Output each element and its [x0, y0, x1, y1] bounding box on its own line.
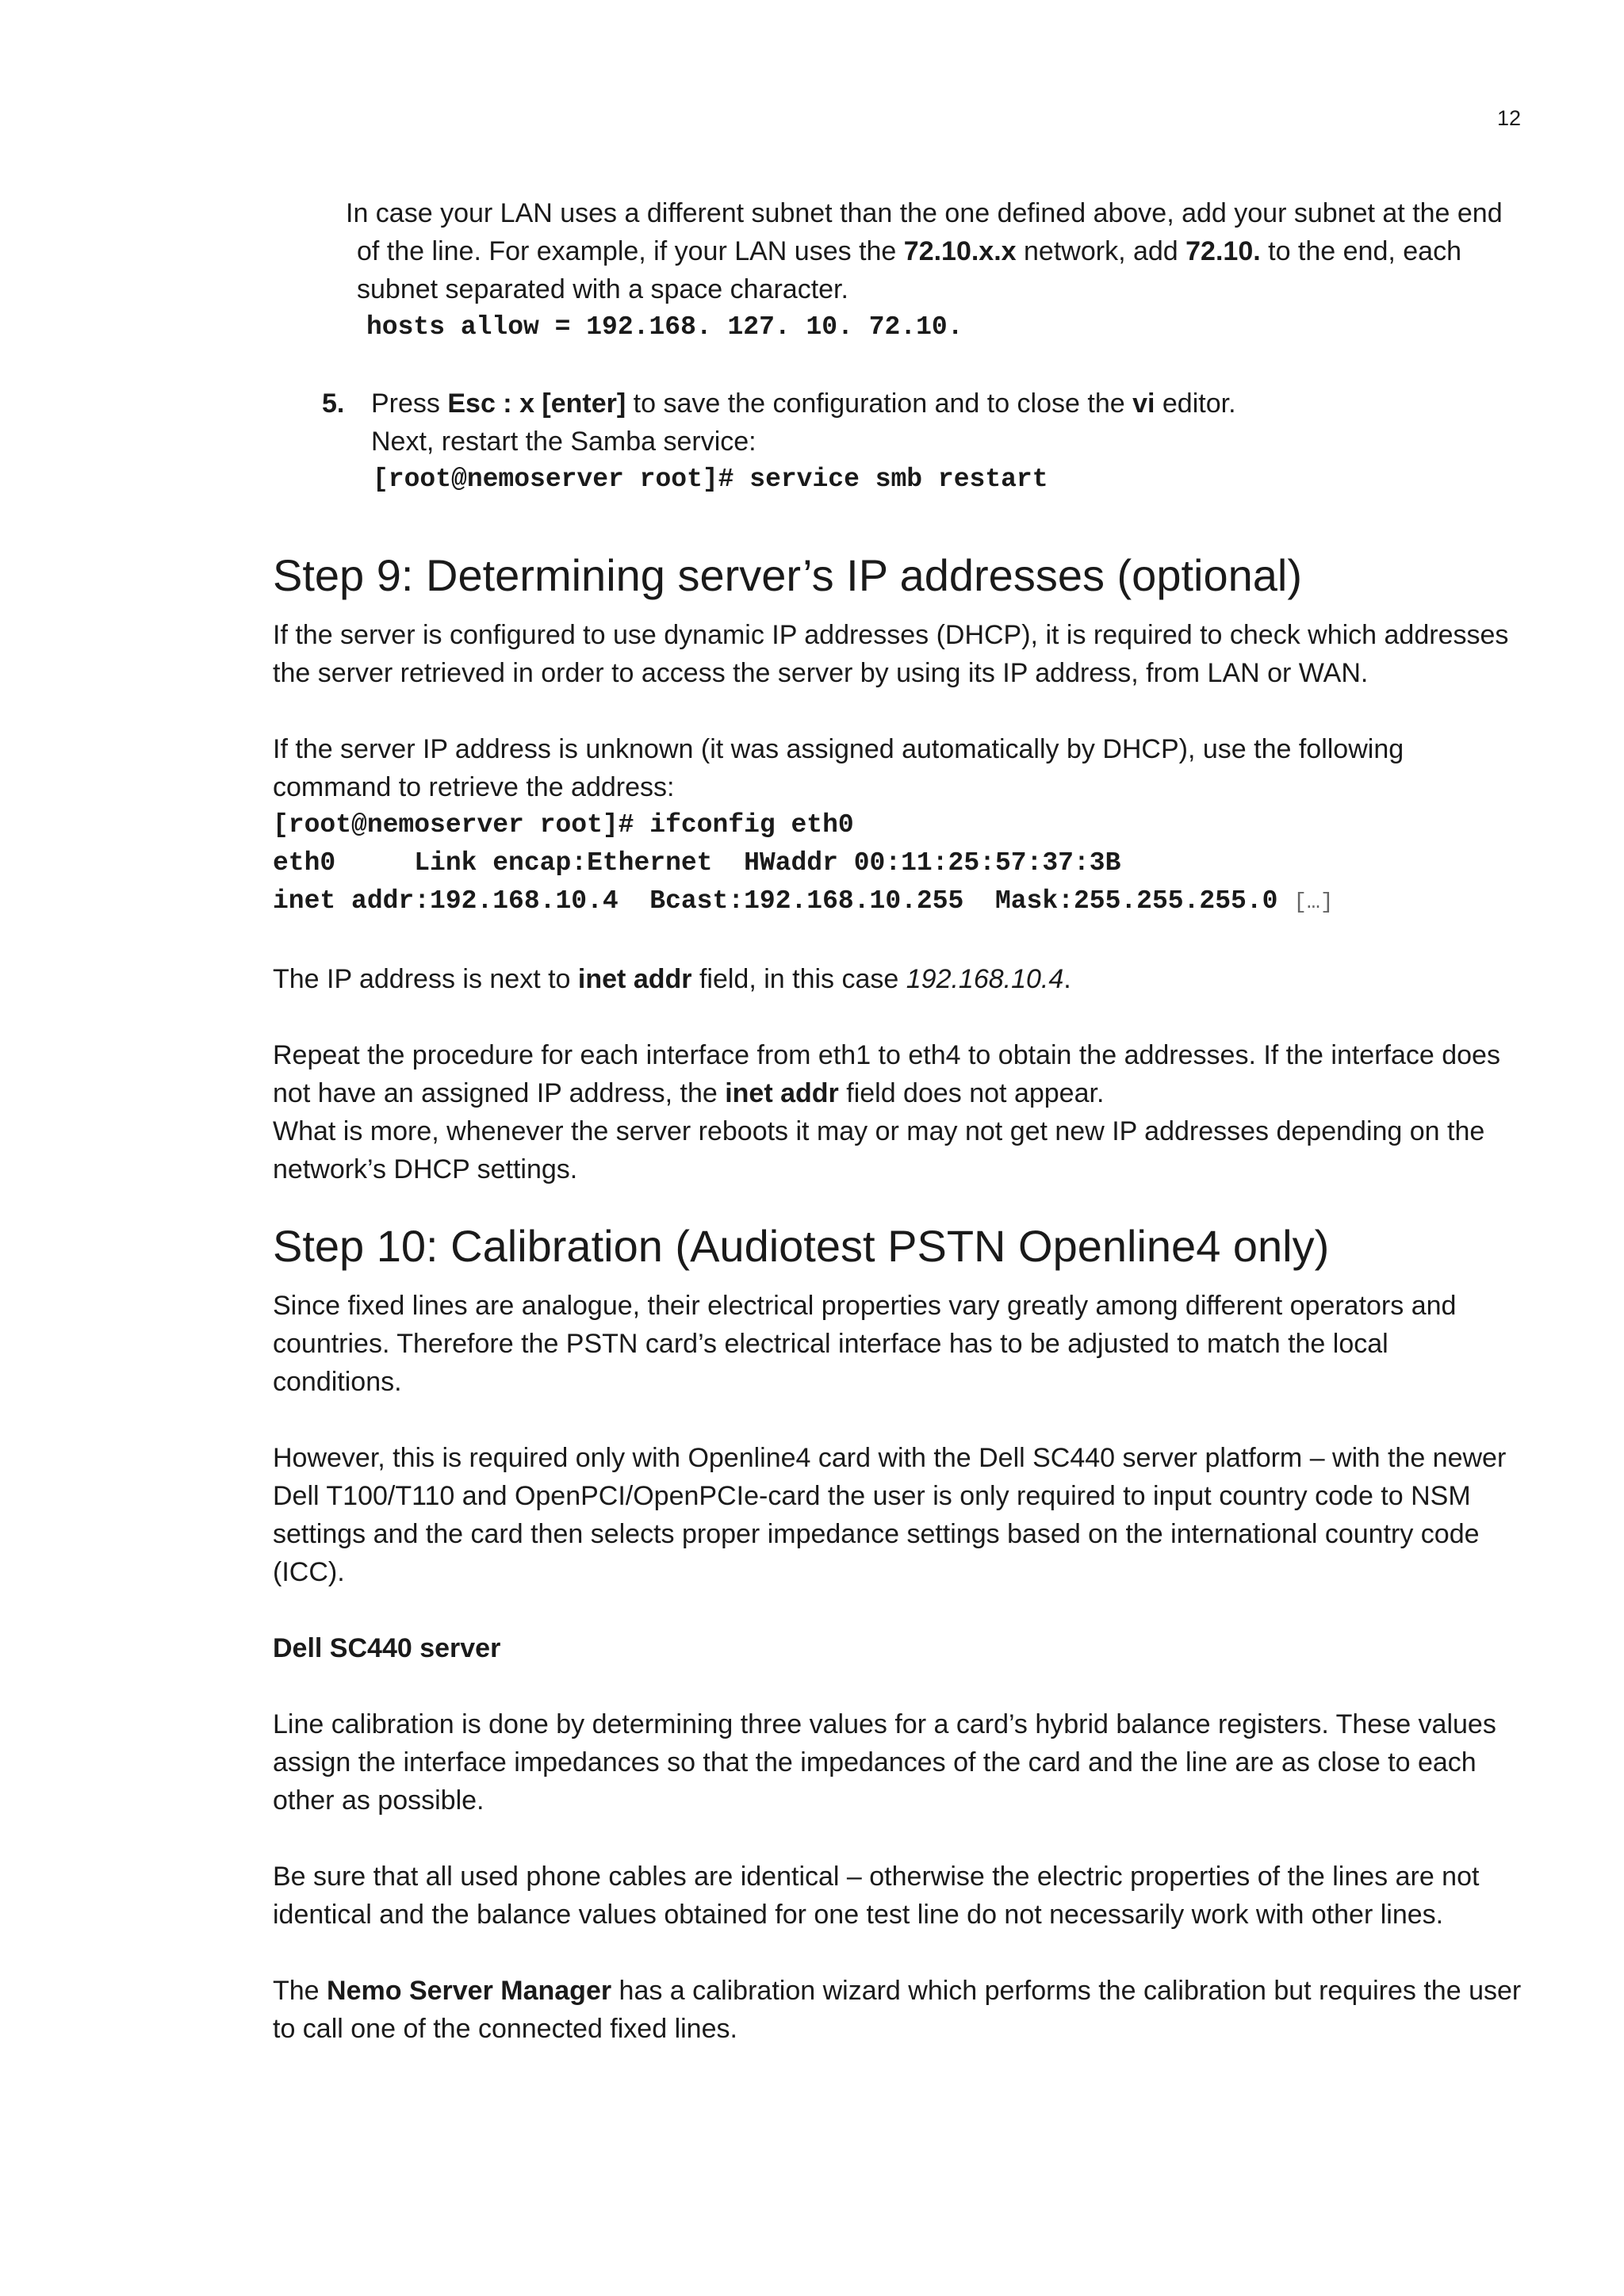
samba-restart-code: [root@nemoserver root]# service smb restart: [373, 465, 1048, 494]
step-10-paragraph-4: Be sure that all used phone cables are identical – otherwise the electric properties of the lines are not identical and the balance values obtained for one test line do not necessarily work with other lines.: [273, 1862, 1480, 1930]
step-9-paragraph-4: Repeat the procedure for each interface from eth1 to eth4 to obtain the addresses. If the interface does not have an assigned IP address, the inet addr field does not appear.: [273, 1040, 1500, 1108]
step-9-paragraph-3: The IP address is next to inet addr field, in this case 192.168.10.4.: [273, 964, 1071, 994]
ifconfig-output-line-1: eth0 Link encap:Ethernet HWaddr 00:11:25:57:37:3B: [273, 848, 1121, 878]
page-number: 12: [1496, 106, 1521, 130]
intro-paragraph: In case your LAN uses a different subnet than the one defined above, add your subnet at the end of the line. For example, if your LAN uses the 72.10.x.x network, add 72.10. to the end, each subnet separated with a space character.: [346, 198, 1503, 304]
dell-sc440-subheading: Dell SC440 server: [273, 1633, 501, 1663]
step-5-item: 5. Press Esc : x [enter] to save the configuration and to close the vi editor.: [273, 385, 1522, 423]
ifconfig-output-line-2: inet addr:192.168.10.4 Bcast:192.168.10.255 Mask:255.255.255.0 […]: [273, 886, 1334, 916]
step-10-heading: Step 10: Calibration (Audiotest PSTN Openline4 only): [273, 1221, 1330, 1271]
step-10-paragraph-5: The Nemo Server Manager has a calibration wizard which performs the calibration but requires the user to call one of the connected fixed lines.: [273, 1976, 1522, 2044]
step-5-line2: Next, restart the Samba service:: [371, 427, 756, 457]
page-content: [273, 194, 1522, 2048]
step-9-heading: Step 9: Determining server’s IP addresses (optional): [273, 550, 1302, 600]
step-10-paragraph-1: Since fixed lines are analogue, their electrical properties vary greatly among different operators and countries. Therefore the PSTN card’s electrical interface has to be adjusted to match the local conditions.: [273, 1291, 1457, 1397]
step-9-paragraph-2: If the server IP address is unknown (it was assigned automatically by DHCP), use the following command to retrieve the address:: [273, 734, 1404, 802]
ifconfig-command: [root@nemoserver root]# ifconfig eth0: [273, 810, 854, 840]
step-10-paragraph-3: Line calibration is done by determining three values for a card’s hybrid balance registers. These values assign the interface impedances so that the impedances of the card and the line are as close to each other as possible.: [273, 1709, 1496, 1816]
step-10-paragraph-2: However, this is required only with Openline4 card with the Dell SC440 server platform – with the newer Dell T100/T110 and OpenPCI/OpenPCIe-card the user is only required to input country code to NSM settings and the card then selects proper impedance settings based on the international country code (ICC).: [273, 1443, 1507, 1587]
step-9-paragraph-1: If the server is configured to use dynamic IP addresses (DHCP), it is required to check which addresses the server retrieved in order to access the server by using its IP address, from LAN or WAN.: [273, 620, 1509, 688]
hosts-allow-code: hosts allow = 192.168. 127. 10. 72.10.: [366, 312, 963, 342]
step-5-number: 5.: [322, 388, 345, 419]
step-9-paragraph-5: What is more, whenever the server reboots it may or may not get new IP addresses depending on the network’s DHCP settings.: [273, 1116, 1485, 1184]
